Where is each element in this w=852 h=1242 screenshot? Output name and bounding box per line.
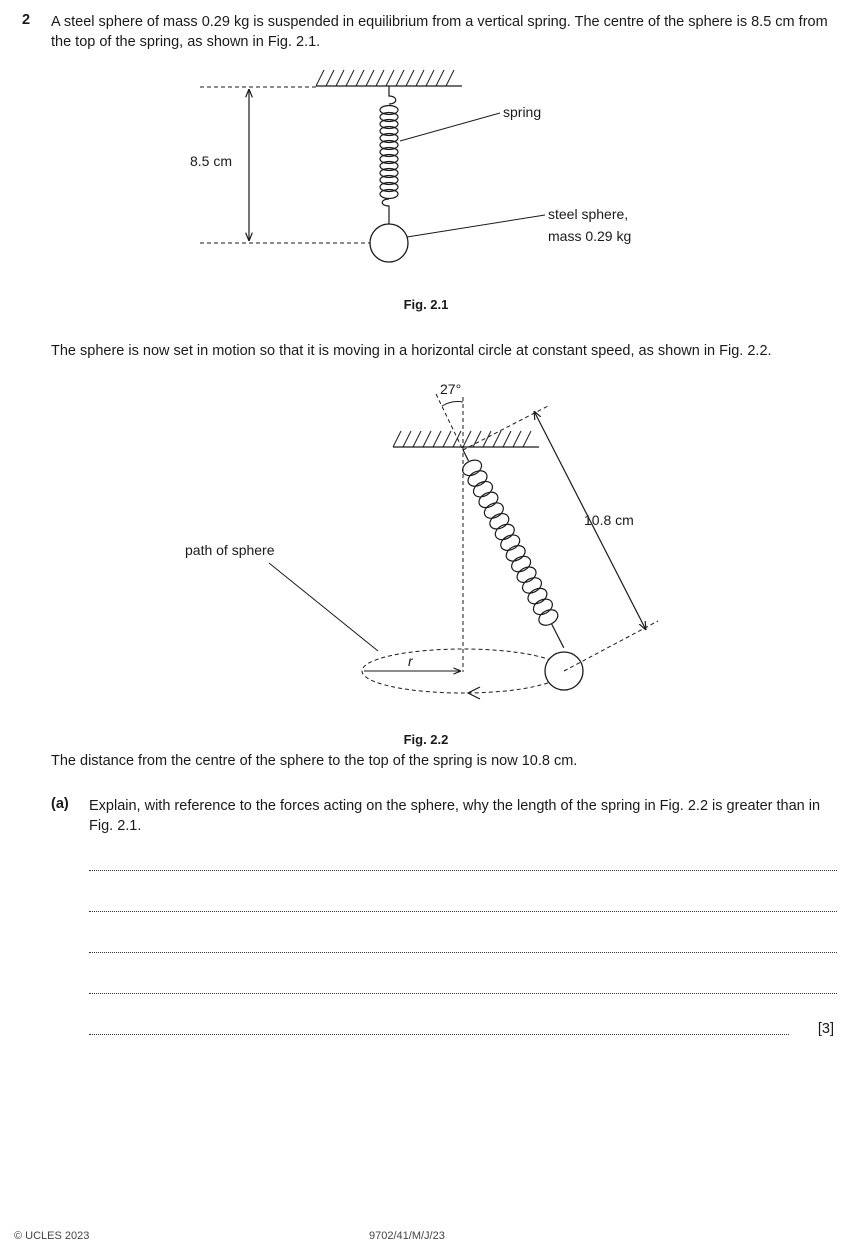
fig2-caption: Fig. 2.2	[403, 732, 449, 747]
copyright-footer: © UCLES 2023	[14, 1230, 90, 1242]
answer-line-5[interactable]	[89, 1034, 789, 1035]
fig1-spring-label: spring	[503, 104, 542, 120]
question-intro: A steel sphere of mass 0.29 kg is suspended in equilibrium from a vertical spring. The centre of the sphere is 8.5 cm from the top of the spring, as shown in Fig. 2.1.	[51, 14, 828, 50]
fig2-length-label: 10.8 cm	[584, 512, 634, 528]
path-leader-line	[269, 563, 378, 651]
marks-indicator: [3]	[817, 1021, 834, 1037]
answer-line-2[interactable]	[89, 911, 837, 912]
fig2-angle-label: 27°	[440, 381, 462, 397]
fig1-sphere-label-1: steel sphere,	[548, 206, 629, 222]
answer-line-3[interactable]	[89, 952, 837, 953]
fig1-sphere-label-2: mass 0.29 kg	[548, 228, 632, 244]
ceiling-2	[393, 431, 539, 447]
motion-paragraph: The sphere is now set in motion so that it is moving in a horizontal circle at constant speed, as shown in Fig. 2.2.	[51, 343, 772, 359]
fig1-caption: Fig. 2.1	[403, 297, 449, 312]
question-number: 2	[22, 12, 31, 28]
fig2-radius-label: r	[408, 653, 413, 669]
lower-extension-line	[564, 621, 658, 671]
part-a-label: (a)	[51, 796, 69, 812]
fig2-path-label: path of sphere	[185, 542, 275, 558]
part-a-question: Explain, with reference to the forces acting on the sphere, why the length of the spring in Fig. 2.2 is greater than in Fig. 2.1.	[89, 798, 821, 834]
answer-line-4[interactable]	[89, 993, 837, 994]
distance-paragraph: The distance from the centre of the sphere to the top of the spring is now 10.8 cm.	[51, 753, 578, 769]
angle-arc	[442, 402, 463, 407]
paper-code-footer: 9702/41/M/J/23	[369, 1230, 445, 1242]
fig1-length-label: 8.5 cm	[190, 153, 233, 169]
tilted-spring	[454, 445, 573, 652]
answer-line-1[interactable]	[89, 870, 837, 871]
